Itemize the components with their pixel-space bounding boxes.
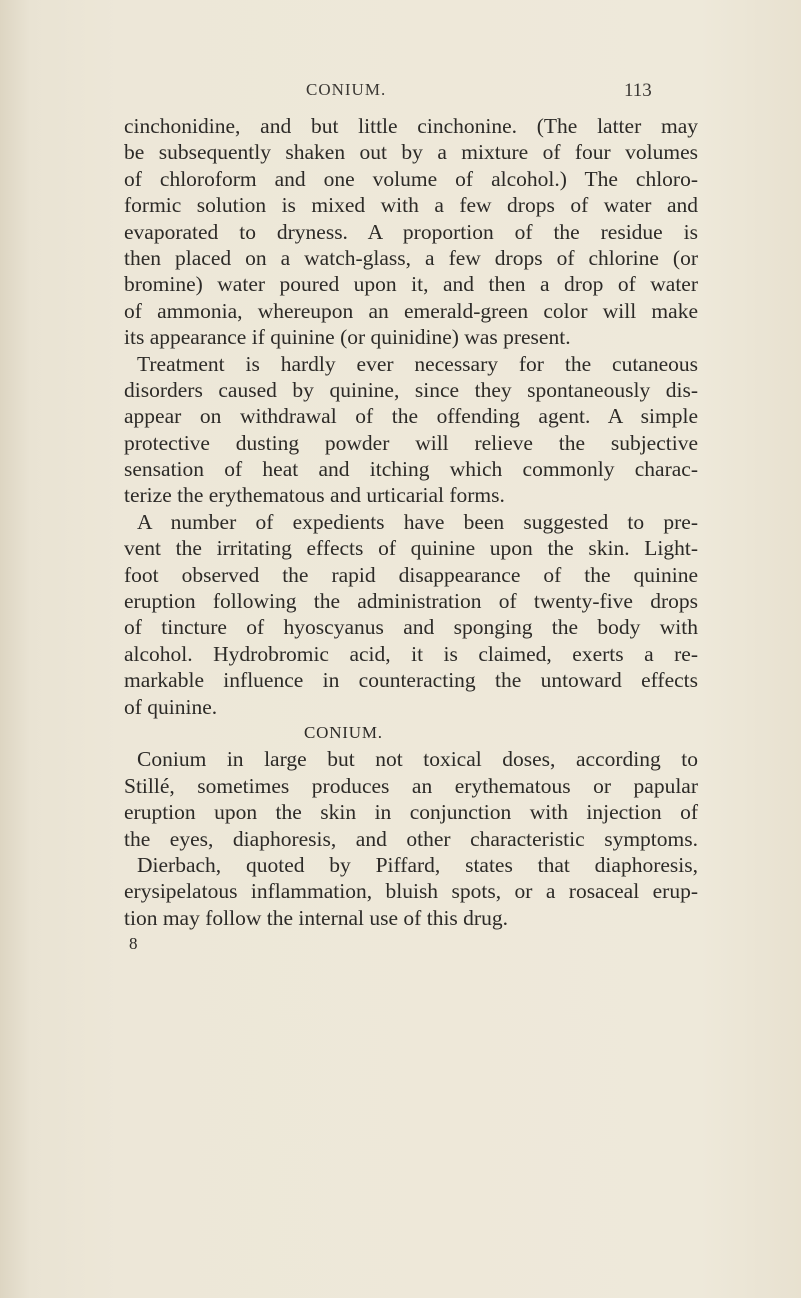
text-line: eruption upon the skin in conjunction with injection of [124, 800, 698, 825]
text-line: A number of expedients have been suggested to pre- [137, 509, 698, 534]
text-line: sensation of heat and itching which commonly charac- [124, 457, 698, 482]
text-line: appear on withdrawal of the offending agent. A simple [124, 404, 698, 429]
text-line: its appearance if quinine (or quinidine) was present. [124, 325, 571, 350]
page-header [0, 80, 801, 104]
text-line: protective dusting powder will relieve the subjective [124, 430, 698, 455]
text-line: markable influence in counteracting the untoward effects [124, 668, 698, 693]
text-line: Treatment is hardly ever necessary for the cutaneous [137, 351, 698, 376]
text-line: the eyes, diaphoresis, and other characteristic symptoms. [124, 826, 698, 851]
text-line: alcohol. Hydrobromic acid, it is claimed, exerts a re- [124, 641, 698, 666]
running-head: CONIUM. [306, 80, 387, 99]
text-line: foot observed the rapid disappearance of the quinine [124, 562, 698, 587]
text-line: Stillé, sometimes produces an erythematous or papular [124, 773, 698, 798]
text-line: evaporated to dryness. A proportion of the residue is [124, 219, 698, 244]
text-line: terize the erythematous and urticarial forms. [124, 483, 505, 508]
signature-mark: 8 [129, 934, 138, 954]
text-line: formic solution is mixed with a few drops of water and [124, 193, 698, 218]
text-line: disorders caused by quinine, since they spontaneously dis- [124, 377, 698, 402]
text-line: tion may follow the internal use of this drug. [124, 905, 508, 930]
text-line: erysipelatous inflammation, bluish spots, or a rosaceal erup- [124, 879, 698, 904]
text-line: of tincture of hyoscyanus and sponging the body with [124, 615, 698, 640]
text-line: of quinine. [124, 694, 218, 719]
text-line: vent the irritating effects of quinine upon the skin. Light- [124, 536, 698, 561]
text-line: be subsequently shaken out by a mixture of four volumes [124, 140, 698, 165]
section-heading: CONIUM. [304, 722, 383, 742]
text-line: then placed on a watch-glass, a few drops of chlorine (or [124, 245, 698, 270]
text-line: bromine) water poured upon it, and then a drop of water [124, 272, 698, 297]
text-line: of chloroform and one volume of alcohol.) The chloro- [124, 166, 698, 191]
text-line: cinchonidine, and but little cinchonine. (The latter may [124, 114, 698, 138]
text-line: Conium in large but not toxical doses, according to [137, 747, 698, 772]
page-number: 113 [624, 80, 652, 101]
text-line: Dierbach, quoted by Piffard, states that diaphoresis, [137, 852, 698, 877]
body-text [124, 113, 698, 958]
text-line: of ammonia, whereupon an emerald-green color will make [124, 298, 698, 323]
text-line: eruption following the administration of twenty-five drops [124, 589, 698, 614]
